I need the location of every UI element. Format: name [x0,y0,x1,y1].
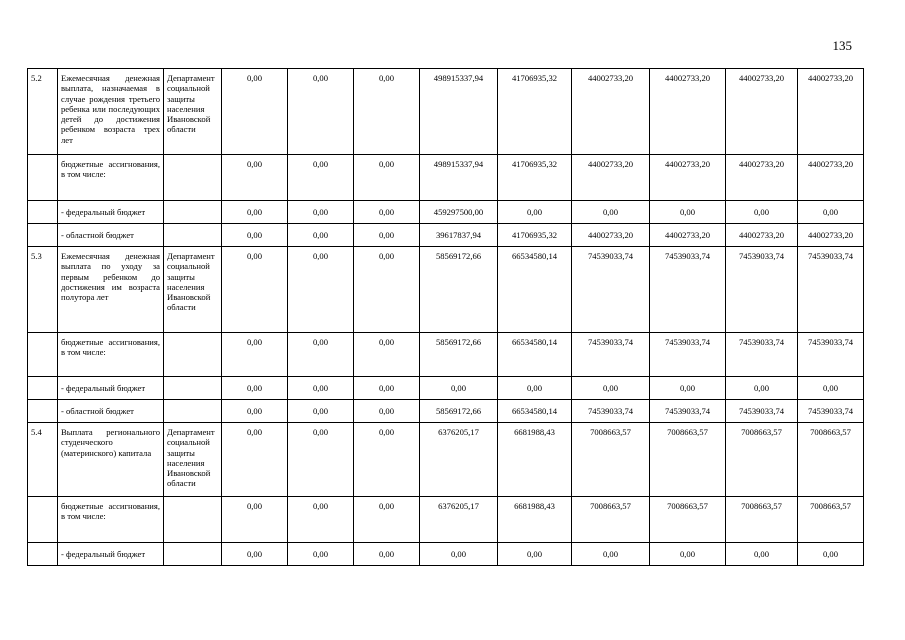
amount-cell: 0,00 [650,377,726,400]
amount-cell: 0,00 [222,333,288,377]
row-budget-total [28,497,864,543]
amount-cell: 0,00 [222,423,288,497]
amount-cell: 0,00 [354,543,420,566]
amount-cell: 0,00 [222,69,288,155]
executor-cell: Департамент социальной защиты населения Ивановской области [164,247,222,333]
description-cell: - федеральный бюджет [58,201,164,224]
amount-cell: 0,00 [354,423,420,497]
amount-cell: 44002733,20 [726,155,798,201]
amount-cell: 0,00 [798,201,864,224]
row-regional [28,224,864,247]
amount-cell: 0,00 [222,400,288,423]
executor-cell [164,155,222,201]
amount-cell: 44002733,20 [572,69,650,155]
amount-cell: 0,00 [354,377,420,400]
description-cell: Ежемесячная денежная выплата по уходу за первым ребенком до достижения им возраста полутора лет [58,247,164,333]
amount-cell: 7008663,57 [650,497,726,543]
amount-cell: 6681988,43 [498,423,572,497]
amount-cell: 0,00 [420,377,498,400]
executor-cell [164,400,222,423]
amount-cell: 74539033,74 [798,247,864,333]
row-federal [28,377,864,400]
amount-cell: 41706935,32 [498,224,572,247]
amount-cell: 41706935,32 [498,69,572,155]
amount-cell: 0,00 [572,543,650,566]
item-number-cell: 5.3 [28,247,58,333]
item-number-cell [28,497,58,543]
amount-cell: 74539033,74 [726,400,798,423]
amount-cell: 0,00 [288,224,354,247]
amount-cell: 0,00 [288,497,354,543]
description-cell: - областной бюджет [58,224,164,247]
amount-cell: 74539033,74 [572,333,650,377]
amount-cell: 7008663,57 [726,497,798,543]
amount-cell: 58569172,66 [420,247,498,333]
item-number-cell [28,543,58,566]
amount-cell: 44002733,20 [572,155,650,201]
amount-cell: 0,00 [288,155,354,201]
amount-cell: 44002733,20 [650,224,726,247]
amount-cell: 0,00 [498,201,572,224]
description-cell: бюджетные ассигнования, в том числе: [58,155,164,201]
amount-cell: 44002733,20 [650,155,726,201]
amount-cell: 0,00 [222,201,288,224]
amount-cell: 0,00 [288,377,354,400]
amount-cell: 0,00 [354,333,420,377]
amount-cell: 0,00 [288,400,354,423]
amount-cell: 0,00 [354,247,420,333]
item-number-cell [28,224,58,247]
amount-cell: 7008663,57 [650,423,726,497]
item-number-cell: 5.2 [28,69,58,155]
description-cell: бюджетные ассигнования, в том числе: [58,497,164,543]
row-main [28,69,864,155]
executor-cell [164,497,222,543]
amount-cell: 6376205,17 [420,497,498,543]
amount-cell: 44002733,20 [798,155,864,201]
amount-cell: 44002733,20 [798,69,864,155]
amount-cell: 0,00 [354,155,420,201]
amount-cell: 44002733,20 [572,224,650,247]
amount-cell: 0,00 [222,377,288,400]
item-number-cell [28,377,58,400]
amount-cell: 7008663,57 [798,497,864,543]
amount-cell: 0,00 [354,497,420,543]
description-cell: бюджетные ассигнования, в том числе: [58,333,164,377]
amount-cell: 0,00 [222,247,288,333]
amount-cell: 0,00 [498,543,572,566]
amount-cell: 58569172,66 [420,400,498,423]
amount-cell: 0,00 [798,543,864,566]
amount-cell: 74539033,74 [650,400,726,423]
amount-cell: 0,00 [354,224,420,247]
description-cell: - федеральный бюджет [58,377,164,400]
budget-table [27,68,864,566]
amount-cell: 41706935,32 [498,155,572,201]
amount-cell: 66534580,14 [498,400,572,423]
item-number-cell [28,333,58,377]
amount-cell: 7008663,57 [798,423,864,497]
amount-cell: 498915337,94 [420,69,498,155]
amount-cell: 74539033,74 [572,247,650,333]
amount-cell: 0,00 [288,333,354,377]
amount-cell: 498915337,94 [420,155,498,201]
description-cell: - областной бюджет [58,400,164,423]
row-federal [28,543,864,566]
amount-cell: 0,00 [288,247,354,333]
description-cell: Ежемесячная денежная выплата, назначаемая в случае рождения третьего ребенка или последующих детей до достижения ребенком возраста трех лет [58,69,164,155]
amount-cell: 0,00 [650,201,726,224]
amount-cell: 7008663,57 [572,423,650,497]
amount-cell: 66534580,14 [498,247,572,333]
executor-cell: Департамент социальной защиты населения Ивановской области [164,423,222,497]
amount-cell: 0,00 [726,543,798,566]
row-budget-total [28,155,864,201]
amount-cell: 0,00 [222,224,288,247]
amount-cell: 7008663,57 [726,423,798,497]
amount-cell: 74539033,74 [650,247,726,333]
item-number-cell [28,201,58,224]
amount-cell: 74539033,74 [798,400,864,423]
amount-cell: 0,00 [798,377,864,400]
amount-cell: 0,00 [572,377,650,400]
amount-cell: 0,00 [288,69,354,155]
amount-cell: 0,00 [354,400,420,423]
amount-cell: 0,00 [354,201,420,224]
amount-cell: 39617837,94 [420,224,498,247]
amount-cell: 0,00 [354,69,420,155]
amount-cell: 74539033,74 [650,333,726,377]
amount-cell: 66534580,14 [498,333,572,377]
amount-cell: 44002733,20 [650,69,726,155]
amount-cell: 74539033,74 [572,400,650,423]
amount-cell: 58569172,66 [420,333,498,377]
amount-cell: 7008663,57 [572,497,650,543]
item-number-cell [28,155,58,201]
amount-cell: 0,00 [726,377,798,400]
amount-cell: 0,00 [288,201,354,224]
amount-cell: 74539033,74 [798,333,864,377]
amount-cell: 6376205,17 [420,423,498,497]
executor-cell [164,224,222,247]
executor-cell [164,543,222,566]
executor-cell: Департамент социальной защиты населения Ивановской области [164,69,222,155]
amount-cell: 0,00 [572,201,650,224]
amount-cell: 459297500,00 [420,201,498,224]
amount-cell: 6681988,43 [498,497,572,543]
amount-cell: 0,00 [222,543,288,566]
amount-cell: 0,00 [222,155,288,201]
item-number-cell: 5.4 [28,423,58,497]
description-cell: Выплата регионального студенческого (материнского) капитала [58,423,164,497]
amount-cell: 0,00 [288,543,354,566]
amount-cell: 0,00 [420,543,498,566]
executor-cell [164,333,222,377]
amount-cell: 0,00 [222,497,288,543]
amount-cell: 0,00 [650,543,726,566]
row-main [28,247,864,333]
amount-cell: 0,00 [288,423,354,497]
amount-cell: 44002733,20 [726,224,798,247]
row-main [28,423,864,497]
item-number-cell [28,400,58,423]
amount-cell: 44002733,20 [726,69,798,155]
row-regional [28,400,864,423]
executor-cell [164,377,222,400]
amount-cell: 44002733,20 [798,224,864,247]
amount-cell: 74539033,74 [726,333,798,377]
row-budget-total [28,333,864,377]
description-cell: - федеральный бюджет [58,543,164,566]
amount-cell: 0,00 [726,201,798,224]
amount-cell: 0,00 [498,377,572,400]
page-number: 135 [832,38,852,53]
amount-cell: 74539033,74 [726,247,798,333]
executor-cell [164,201,222,224]
row-federal [28,201,864,224]
